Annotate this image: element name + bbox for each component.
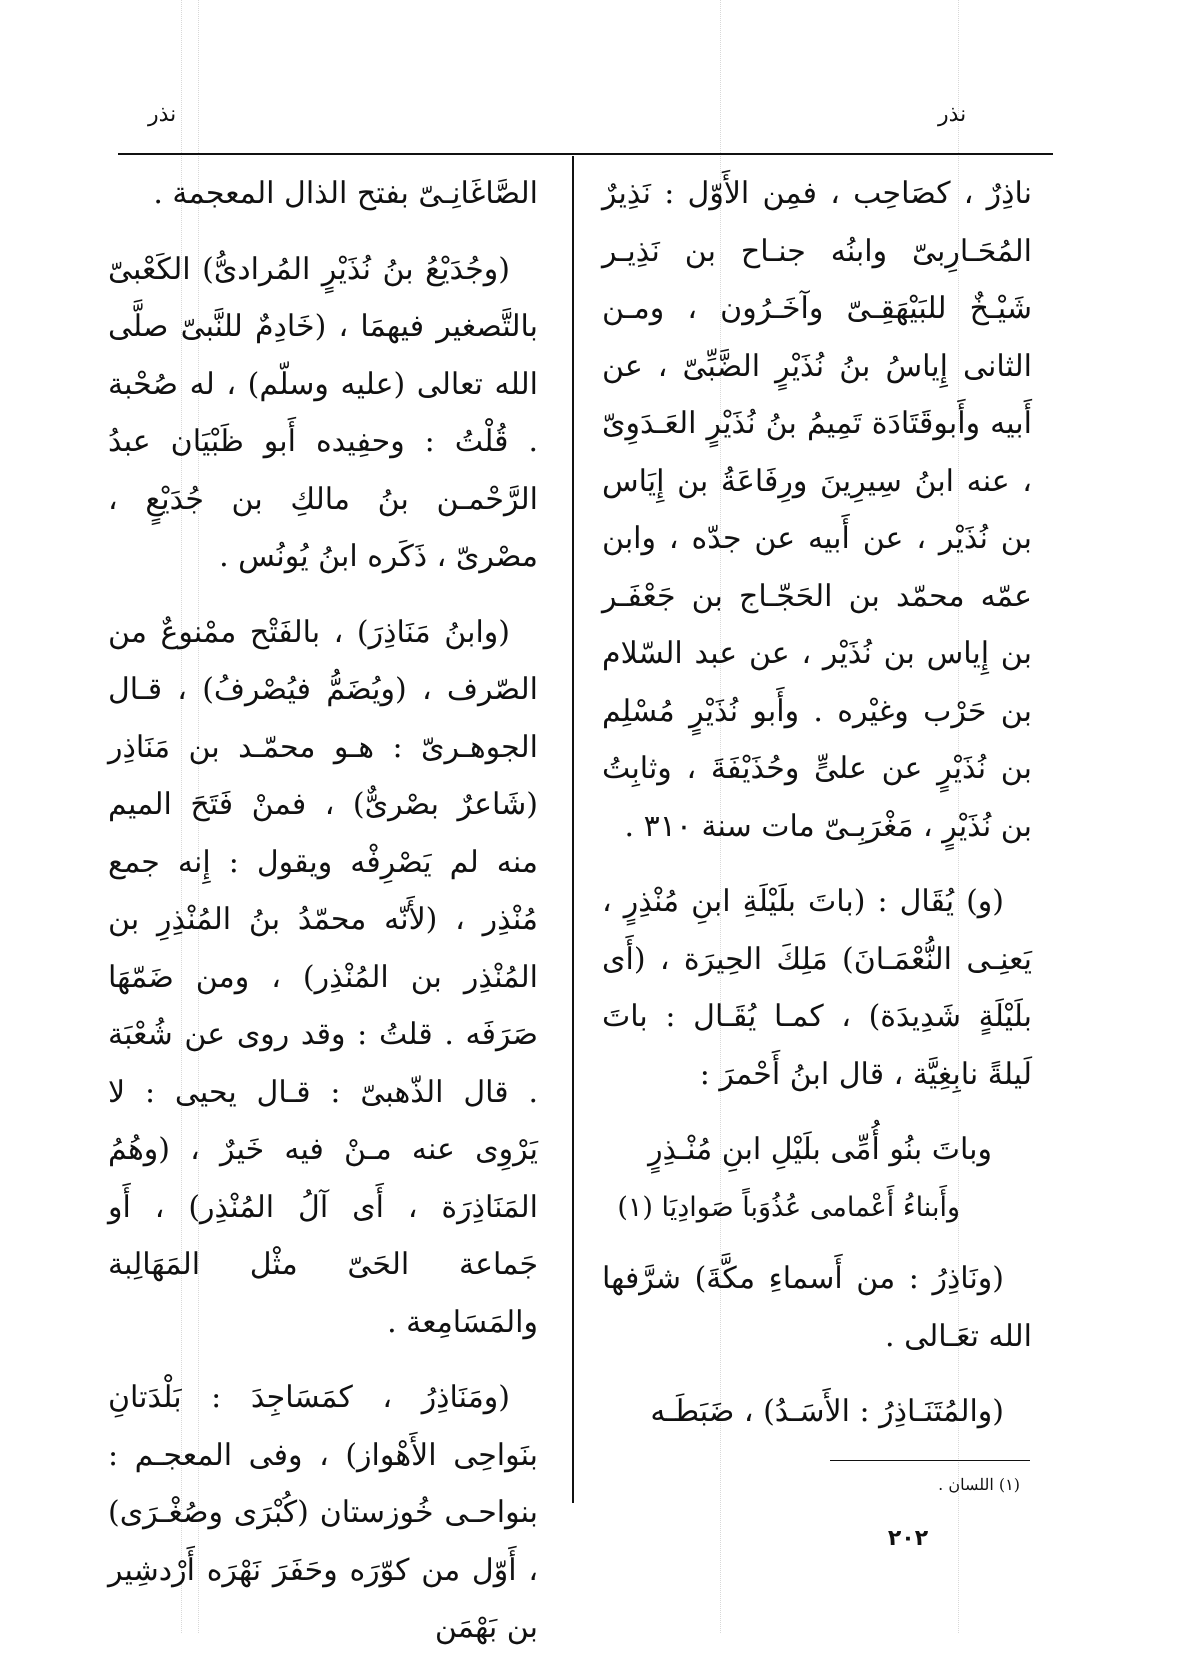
column-divider — [572, 156, 574, 1503]
paragraph: ناذِرٌ ، كصَاحِب ، فمِن الأَوّل : نَذِيرٌ المُحَـارِبىّ وابنُه جنـاح بن نَذِيـر شَيْـخٌ للبَيْهَقِـىّ وآخَـرُون ، ومـن الثانى إِياسُ بنُ نُذَيْرٍ الضَّبِّىّ ، عن أَبيه وأَبوقَتَادَة تَمِيمُ بنُ نُذَيْرٍ العَـدَوِىّ ، عنه ابنُ سِيرِينَ ورِفَاعَةُ بن إِيَاس بن نُذَيْر ، عن أَبيه عن جدّه ، وابن عمّه محمّد بن الحَجّـاج بن جَعْفَـر بن إِياس بن نُذَيْر ، عن عبد السّلام بن حَرْب وغيْره . وأَبو نُذَيْرٍ مُسْلِم بن نُذَيْرٍ عن علىٍّ وحُذَيْفَةَ ، وثابِتُ بن نُذَيْرٍ ، مَغْرَبِـىّ مات سنة ٣١٠ . — [602, 176, 1032, 844]
paragraph: (ونَاذِرُ : من أَسماءِ مكَّةَ) شرَّفها الله تعَـالى . — [602, 1261, 1032, 1354]
left-text-column — [108, 165, 538, 1675]
footnote: (١) اللسان . — [938, 1475, 1020, 1494]
right-text-column — [602, 165, 1032, 1459]
paragraph: الصَّاغَانِـىّ بفتح الذال المعجمة . — [153, 176, 538, 211]
running-header-left: نذر — [148, 102, 177, 127]
paragraph: (والمُتَنَـاذِرُ : الأَسَـدُ) ، ضَبَطَـه — [650, 1394, 1004, 1429]
footnote-rule — [830, 1460, 1030, 1461]
running-header-right: نذر — [938, 102, 967, 127]
poetry-verse — [602, 1121, 1032, 1236]
verse-line: وأَبناءُ أَعْمامى عُذُوَباً صَوادِيَا (١) — [617, 1191, 960, 1223]
paragraph: (و) يُقَال : (باتَ بلَيْلَةِ ابنِ مُنْذِرٍ ، يَعنِـى النُّعْمَـانَ) مَلِكَ الحِيرَة ، (أَى بلَيْلَةٍ شَدِيدَة) ، كمـا يُقَـال : باتَ لَيلةً نابِغِيَّة ، قال ابنُ أَحْمرَ : — [602, 884, 1032, 1092]
paragraph: (وابنُ مَنَاذِرَ) ، بالفَتْح ممْنوعٌ من الصّرف ، (ويُضَمُّ فيُصْرفُ) ، قـال الجوهـرىّ : هـو محمّـد بن مَنَاذِر (شَاعرٌ بصْرىٌّ) ، فمنْ فَتَحَ الميم منه لم يَصْرِفْه ويقول : إِنه جمع مُنْذِر ، (لأَنّه محمّدُ بنُ المُنْذِرِ بن المُنْذِر بن المُنْذِر) ، ومن ضَمّهَا صَرَفَه . قلتُ : وقد روى عن شُعْبَة . قال الذّهبىّ : قـال يحيى : لا يَرْوِى عنه مـنْ فيه خَيرٌ ، (وهُمُ المَنَاذِرَة ، أَى آلُ المُنْذِر) ، أَو جَماعة الحَىّ مثْل المَهَالِبة والمَسَامِعة . — [108, 614, 538, 1340]
verse-line: وباتَ بنُو أُمِّى بلَيْلِ ابنِ مُنْـذِرٍ — [648, 1132, 992, 1167]
header-rule — [118, 153, 1053, 155]
paragraph: (ومَنَاذِرُ ، كمَسَاجِدَ : بَلْدَتانِ بنَواحِى الأَهْواز) ، وفى المعجـم : بنواحـى خُوزستان (كُبْرَى وصُغْـرَى) ، أَوّل من كوّرَه وحَفَرَ نَهْرَه أَرْدشِير بن بَهْمَن — [108, 1380, 538, 1645]
paragraph: (وجُدَيْعُ بنُ نُذَيْرٍ المُرادىُّ) الكَعْبىّ بالتَّصغير فيهمَا ، (خَادِمٌ للنَّبىّ صلَّى الله تعالى (عليه وسلّم) ، له صُحْبة . قُلْتُ : وحفِيده أَبو ظَبْيَان عبدُ الرَّحْمـن بنُ مالكِ بن جُدَيْعٍ ، مصْرىّ ، ذَكَره ابنُ يُونُس . — [108, 251, 538, 574]
page-number: ٢٠٢ — [887, 1526, 929, 1551]
